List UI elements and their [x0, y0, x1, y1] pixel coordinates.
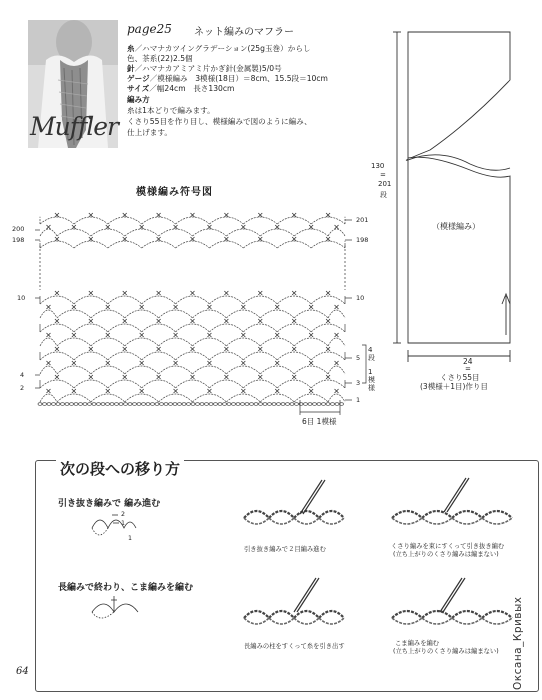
yarn-loop: [482, 511, 512, 518]
caption-dc-pull: 長編みの柱をすくって糸を引き出す: [244, 643, 345, 650]
yarn-loop: [294, 511, 319, 518]
crochet-hook: [447, 478, 469, 512]
mini-num: 2: [121, 511, 126, 518]
yarn-loop: [319, 618, 344, 624]
yarn-loop: [452, 518, 482, 524]
caption-slip-note: (立ち上がりのくさり編みは編まない): [393, 551, 499, 558]
width-value: 24: [463, 357, 473, 366]
yarn-loop: [392, 611, 422, 618]
crochet-hook: [440, 578, 462, 612]
yarn-loop: [392, 518, 422, 524]
foundation-chain-detail: (3模様＋1目)作り目: [420, 382, 488, 391]
caption-slip-advance: 引き抜き編みで２目編み進む: [244, 546, 326, 553]
yarn-loop: [482, 618, 512, 624]
yarn-loop: [422, 611, 452, 618]
yarn-loop: [452, 618, 482, 624]
yarn-loop: [294, 611, 319, 618]
yarn-loop: [482, 611, 512, 618]
row-label-left: 10: [17, 294, 26, 302]
transition-title: 次の段への移り方: [56, 458, 184, 479]
yarn-loop: [319, 511, 344, 518]
length-equals: =: [380, 171, 386, 179]
row-label-left: 2: [20, 384, 25, 392]
body-stitch-label: （模様編み）: [432, 222, 480, 231]
mini-num: 1: [121, 520, 126, 527]
repeat-stitch-text: 6目: [302, 417, 315, 426]
yarn-loop: [294, 518, 319, 524]
spec-text: ／模様編み 3模様(18目）＝8cm、15.5段＝10cm: [149, 74, 328, 83]
spec-label: 糸: [127, 44, 135, 53]
section-double-crochet-heading: 長編みで終わり、こま編みを編む: [58, 583, 194, 593]
pattern-page-ref: page25: [127, 22, 172, 36]
yarn-loop: [269, 611, 294, 618]
row-label-right: 3: [356, 379, 361, 387]
yarn-loop: [269, 618, 294, 624]
mini-num: 1: [128, 535, 133, 542]
yarn-loop: [269, 518, 294, 524]
length-rows-unit: 段: [380, 191, 387, 199]
yarn-loop: [294, 618, 319, 624]
spec-text: くさり55目を作り目し、模様編みで図のように編み、: [127, 117, 312, 126]
mini-chart-dc: [92, 596, 138, 618]
spec-text: 仕上げます。: [127, 128, 172, 137]
width-equals: =: [465, 365, 471, 373]
row-label-left: 4: [20, 371, 25, 379]
yarn-loop: [452, 511, 482, 518]
row-label-left: 200: [12, 225, 25, 233]
length-value: 130: [371, 162, 385, 170]
crochet-hook: [297, 578, 319, 612]
spec-text: 糸は1本どりで編みます。: [127, 106, 215, 115]
row-label-left: 198: [12, 236, 25, 244]
page-number: 64: [16, 666, 29, 677]
section-slip-stitch-heading: 引き抜き編みで 編み進む: [58, 499, 161, 509]
repeat-rows-label: 4段: [368, 346, 375, 362]
spec-label: 編み方: [127, 95, 150, 104]
row-label-right: 10: [356, 294, 365, 302]
caption-slip-bundle: くさり編みを束にすくって引き抜き編む: [391, 543, 505, 550]
crochet-hook: [444, 478, 466, 512]
yarn-loop: [482, 518, 512, 524]
row-label-right: 198: [356, 236, 369, 244]
yarn-loop: [244, 518, 269, 524]
yarn-loop: [392, 618, 422, 624]
crochet-hook: [294, 578, 316, 612]
repeat-rows-unit: 1模様: [368, 368, 375, 392]
yarn-loop: [244, 618, 269, 624]
foundation-chain-count: くさり55目: [440, 373, 480, 382]
spec-label: 針: [127, 64, 135, 73]
caption-sc-note: (立ち上がりのくさり編みは編まない): [393, 648, 499, 655]
caption-sc: こま編みを編む: [395, 640, 440, 647]
crochet-hook: [303, 480, 325, 514]
yarn-loop: [392, 511, 422, 518]
chart-title: 模様編み符号図: [136, 187, 213, 198]
spec-text: ／幅24cm 長さ130cm: [149, 84, 235, 93]
spec-text: ／ハマナカツイングラデーション(25g玉巻）からし: [134, 44, 311, 53]
spec-label: サイズ: [127, 84, 150, 93]
crochet-hook: [443, 578, 465, 612]
yarn-loop: [269, 511, 294, 518]
spec-label: ゲージ: [127, 74, 150, 83]
crochet-hook: [300, 480, 322, 514]
spec-text: ／ハマナカアミアミ片かぎ針(金属製)5/0号: [134, 64, 282, 73]
yarn-loop: [244, 611, 269, 618]
length-rows: 201: [378, 180, 392, 188]
row-label-right: 5: [356, 354, 361, 362]
yarn-loop: [422, 618, 452, 624]
row-label-right: 1: [356, 396, 361, 404]
yarn-loop: [319, 518, 344, 524]
yarn-loop: [244, 511, 269, 518]
spec-text: 色、茶系(22)2.5個: [127, 54, 193, 63]
yarn-loop: [422, 518, 452, 524]
mini-chart-slip: [92, 515, 136, 535]
yarn-loop: [319, 611, 344, 618]
repeat-stitch-label: 1模様: [316, 417, 337, 426]
watermark: Оксана_Кривых: [512, 596, 524, 690]
yarn-loop: [452, 611, 482, 618]
photo-caption: Muffler: [30, 112, 118, 141]
row-label-right: 201: [356, 216, 369, 224]
pattern-title: ネット編みのマフラー: [194, 27, 294, 38]
